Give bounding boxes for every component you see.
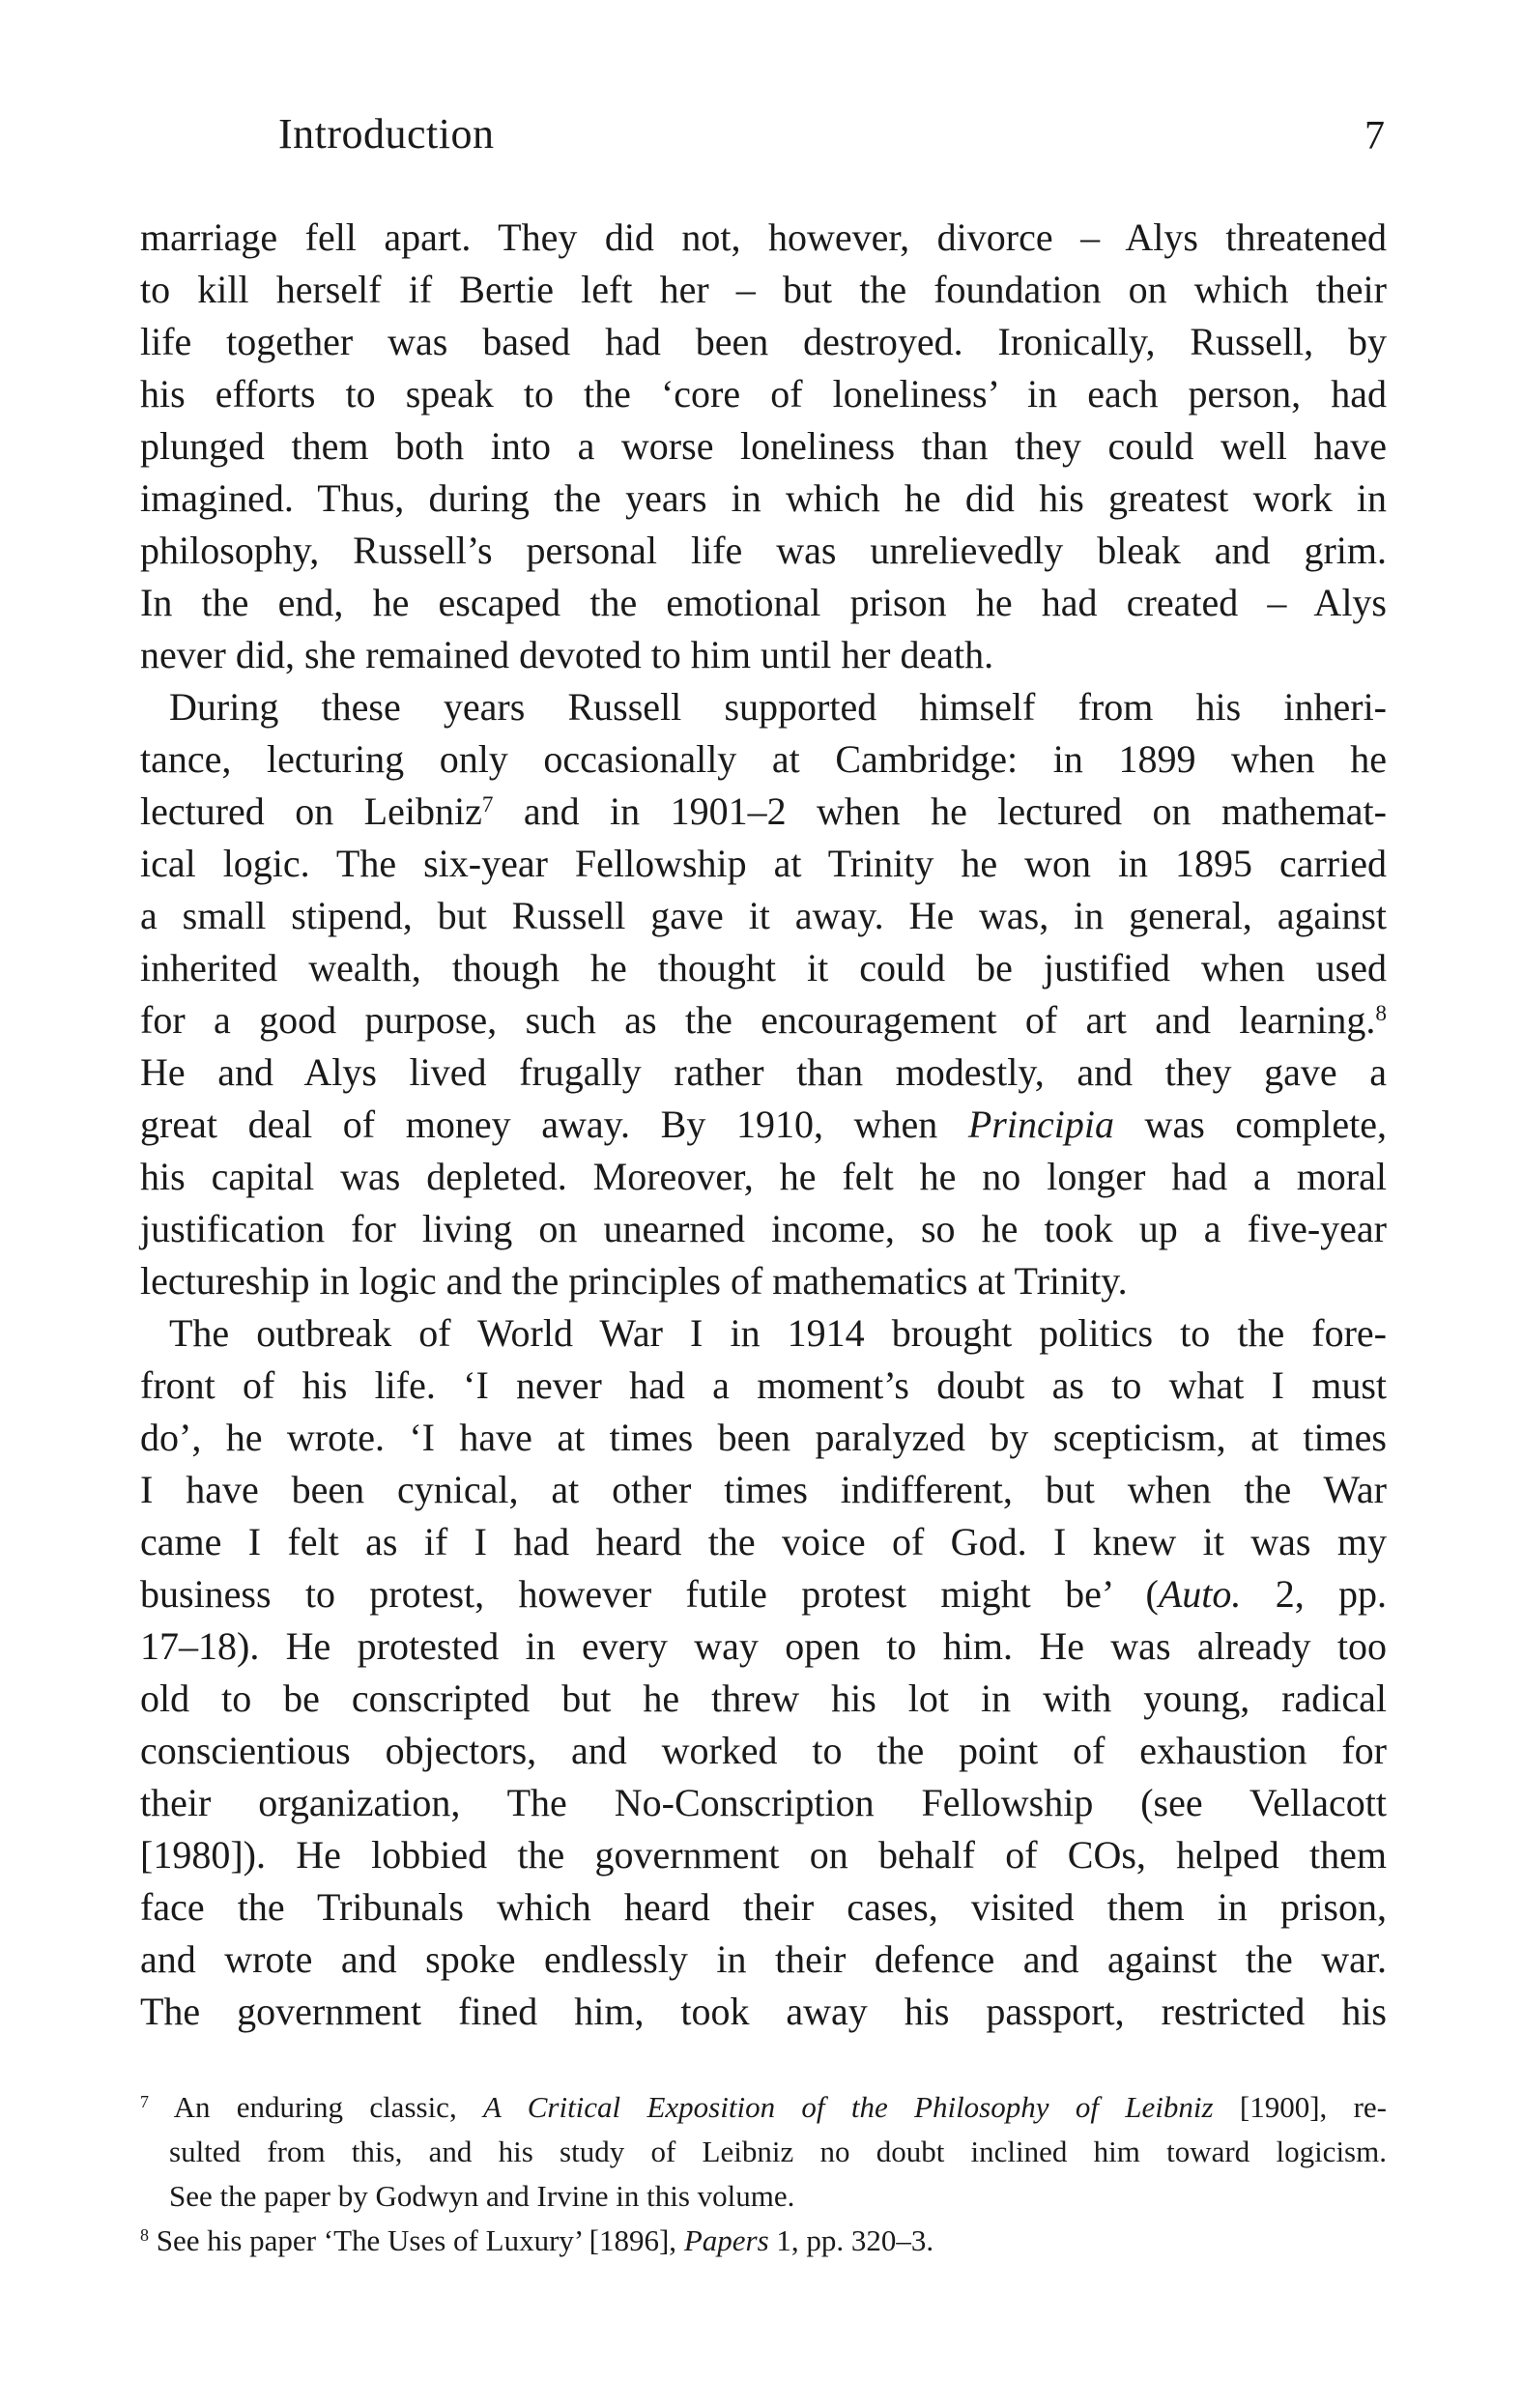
- text-line: [140, 629, 1387, 681]
- text-line: [140, 212, 1387, 264]
- italic-text: Principia: [967, 1103, 1114, 1146]
- text-run: ical logic. The six-year Fellowship at Trinity he won in 1895 carried: [140, 842, 1387, 885]
- text-line: [140, 942, 1387, 994]
- text-run: See the paper by Godwyn and Irvine in this volume.: [169, 2179, 795, 2213]
- footnote-line: [140, 2174, 1387, 2219]
- text-run: and in 1901–2 when he lectured on mathemat-: [493, 789, 1387, 833]
- text-run: [1980]). He lobbied the government on behalf of COs, helped them: [140, 1833, 1387, 1877]
- page-title: Introduction: [278, 110, 495, 158]
- text-run: 2, pp.: [1241, 1572, 1388, 1616]
- italic-text: Auto.: [1158, 1572, 1242, 1616]
- italic-text: A Critical Exposition of the Philosophy of Leibniz: [483, 2090, 1214, 2124]
- body-text: [140, 212, 1387, 2038]
- text-line: [140, 1099, 1387, 1151]
- paragraph: [140, 212, 1387, 681]
- text-run: and wrote and spoke endlessly in their defence and against the war.: [140, 1937, 1387, 1981]
- text-run: I have been cynical, at other times indifferent, but when the War: [140, 1468, 1387, 1511]
- text-line: [140, 1881, 1387, 1934]
- text-run: The outbreak of World War I in 1914 brought politics to the fore-: [169, 1311, 1387, 1355]
- text-line: [140, 1255, 1387, 1307]
- text-run: do’, he wrote. ‘I have at times been paralyzed by scepticism, at times: [140, 1416, 1387, 1459]
- text-run: his efforts to speak to the ‘core of loneliness’ in each person, had: [140, 372, 1387, 416]
- text-run: business to protest, however futile protest might be’ (: [140, 1572, 1159, 1616]
- text-line: [140, 681, 1387, 733]
- running-header: [140, 110, 1387, 164]
- text-line: [140, 1412, 1387, 1464]
- footnote-line: [140, 2085, 1387, 2130]
- footnote: [140, 2219, 1387, 2263]
- text-line: [140, 1829, 1387, 1881]
- text-line: [140, 264, 1387, 316]
- text-run: He and Alys lived frugally rather than modestly, and they gave a: [140, 1050, 1387, 1094]
- text-run: lectureship in logic and the principles of mathematics at Trinity.: [140, 1259, 1128, 1303]
- text-run: 17–18). He protested in every way open to him. He was already too: [140, 1624, 1387, 1668]
- text-run: [1900], re-: [1213, 2090, 1387, 2124]
- text-line: [140, 525, 1387, 577]
- text-line: [140, 473, 1387, 525]
- text-run: old to be conscripted but he threw his lot in with young, radical: [140, 1677, 1387, 1720]
- text-line: [140, 994, 1387, 1046]
- text-line: [140, 1046, 1387, 1099]
- paragraph: [140, 681, 1387, 1307]
- text-run: lectured on Leibniz: [140, 789, 482, 833]
- text-run: 1, pp. 320–3.: [768, 2223, 934, 2257]
- text-line: [140, 1777, 1387, 1829]
- text-run: his capital was depleted. Moreover, he felt he no longer had a moral: [140, 1155, 1387, 1198]
- text-run: their organization, The No-Conscription Fellowship (see Vellacott: [140, 1781, 1387, 1824]
- text-line: [140, 1986, 1387, 2038]
- text-line: [140, 1307, 1387, 1360]
- text-line: [140, 1934, 1387, 1986]
- text-run: came I felt as if I had heard the voice of God. I knew it was my: [140, 1520, 1387, 1563]
- text-run: for a good purpose, such as the encouragement of art and learning.: [140, 998, 1376, 1042]
- text-run: plunged them both into a worse loneliness than they could well have: [140, 424, 1387, 468]
- text-line: [140, 1725, 1387, 1777]
- text-line: [140, 1203, 1387, 1255]
- footnote-reference: 7: [481, 792, 494, 818]
- text-run: An enduring classic,: [173, 2090, 484, 2124]
- text-run: The government fined him, took away his passport, restricted his: [140, 1990, 1387, 2033]
- page-number: 7: [1364, 114, 1385, 158]
- text-run: face the Tribunals which heard their cases, visited them in prison,: [140, 1885, 1387, 1929]
- text-line: [140, 786, 1387, 838]
- text-line: [140, 1360, 1387, 1412]
- text-line: [140, 1620, 1387, 1673]
- text-line: [140, 577, 1387, 629]
- text-run: marriage fell apart. They did not, however, divorce – Alys threatened: [140, 215, 1387, 259]
- text-line: [140, 1673, 1387, 1725]
- text-run: In the end, he escaped the emotional prison he had created – Alys: [140, 581, 1387, 624]
- text-run: conscientious objectors, and worked to the point of exhaustion for: [140, 1729, 1387, 1772]
- text-line: [140, 368, 1387, 420]
- footnotes-section: [140, 2085, 1387, 2263]
- text-run: imagined. Thus, during the years in which he did his greatest work in: [140, 476, 1387, 520]
- footnote-marker: 7: [140, 2092, 149, 2112]
- text-line: [140, 1464, 1387, 1516]
- text-line: [140, 1516, 1387, 1568]
- text-run: sulted from this, and his study of Leibniz no doubt inclined him toward logicism.: [169, 2135, 1387, 2168]
- text-line: [140, 1568, 1387, 1620]
- text-run: tance, lecturing only occasionally at Cambridge: in 1899 when he: [140, 737, 1387, 781]
- text-run: a small stipend, but Russell gave it away. He was, in general, against: [140, 894, 1387, 937]
- text-line: [140, 420, 1387, 473]
- text-line: [140, 838, 1387, 890]
- text-run: life together was based had been destroyed. Ironically, Russell, by: [140, 320, 1387, 363]
- text-run: front of his life. ‘I never had a moment’s doubt as to what I must: [140, 1363, 1387, 1407]
- text-run: great deal of money away. By 1910, when: [140, 1103, 968, 1146]
- text-run: philosophy, Russell’s personal life was unrelievedly bleak and grim.: [140, 529, 1387, 572]
- footnote-marker: 8: [140, 2225, 149, 2246]
- text-run: never did, she remained devoted to him until her death.: [140, 633, 994, 676]
- text-line: [140, 316, 1387, 368]
- footnote-line: [140, 2130, 1387, 2174]
- text-line: [140, 890, 1387, 942]
- text-run: was complete,: [1113, 1103, 1387, 1146]
- footnote-reference: 8: [1375, 1001, 1387, 1027]
- text-run: See his paper ‘The Uses of Luxury’ [1896],: [156, 2223, 684, 2257]
- text-run: During these years Russell supported himself from his inheri-: [169, 685, 1387, 729]
- footnote: [140, 2085, 1387, 2219]
- text-line: [140, 733, 1387, 786]
- italic-text: Papers: [683, 2223, 769, 2257]
- text-run: to kill herself if Bertie left her – but the foundation on which their: [140, 268, 1387, 311]
- text-run: justification for living on unearned income, so he took up a five-year: [140, 1207, 1387, 1250]
- text-run: inherited wealth, though he thought it could be justified when used: [140, 946, 1387, 989]
- footnote-line: [140, 2219, 1387, 2263]
- text-line: [140, 1151, 1387, 1203]
- paragraph: [140, 1307, 1387, 2038]
